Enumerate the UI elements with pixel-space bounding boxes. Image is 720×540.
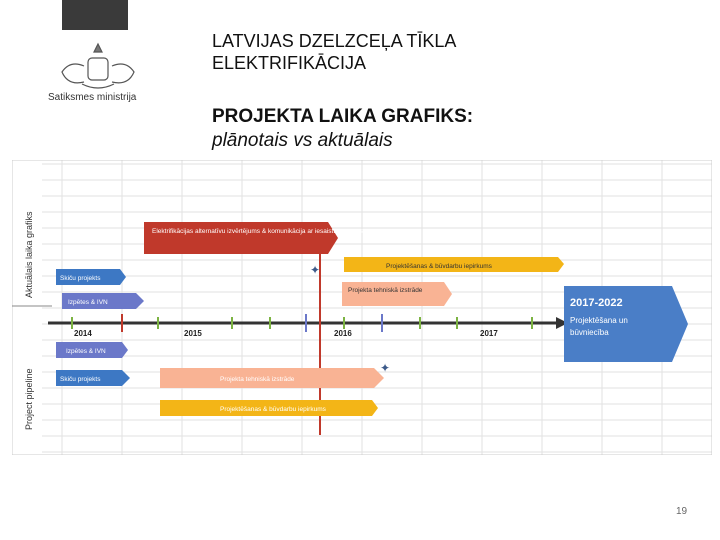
- section-label-bottom: Project pipeline: [24, 368, 34, 430]
- bar-skiu-top: [56, 269, 126, 285]
- bar-label-izpetes-bottom: Izpētes & IVN: [66, 348, 106, 355]
- subtitle-bold: PROJEKTA LAIKA GRAFIKS:: [212, 106, 474, 127]
- year-label-2017: 2017: [480, 329, 498, 338]
- bar-izpetes-bottom: [56, 342, 128, 358]
- section-label-top: Aktuālais laika grafiks: [24, 211, 34, 298]
- bar-label-skiu-bottom: Skiču projekts: [60, 376, 101, 383]
- milestone-marker-top: ✦: [310, 263, 321, 277]
- bar-label-skiu-top: Skiču projekts: [60, 275, 101, 282]
- year-label-2014: 2014: [74, 329, 92, 338]
- ministry-name: Satiksmes ministrija: [48, 92, 137, 103]
- timeline-diagram: [12, 160, 712, 455]
- subtitle-italic: plānotais vs aktuālais: [212, 130, 393, 151]
- bar-tehniskie-top: [342, 282, 452, 306]
- year-label-2015: 2015: [184, 329, 202, 338]
- bar-izpetes-top: [62, 293, 144, 309]
- final-phase-line1: Projektēšana un: [570, 316, 628, 325]
- bar-label-projektesana-bottom: Projektēšanas & būvdarbu iepirkums: [220, 406, 326, 413]
- bar-label-tehniskie-top: Projekta tehniskā izstrāde: [348, 287, 423, 294]
- final-phase-box: [564, 286, 688, 362]
- bar-projektesana-bottom: [160, 400, 378, 416]
- page-number: 19: [676, 506, 688, 517]
- final-phase-line2: būvniecība: [570, 328, 609, 337]
- bar-label-projekta-izstrade: Projekta tehniskā izstrāde: [220, 376, 295, 383]
- final-phase-years: 2017-2022: [570, 297, 623, 309]
- bar-skiu-bottom: [56, 370, 130, 386]
- bar-elektrifikacija: [144, 222, 372, 254]
- bar-label-izpetes-top: Izpētes & IVN: [68, 299, 108, 306]
- svg-text:Elektrifikācijas alternatīvu i: [152, 228, 372, 235]
- milestone-marker-bottom: ✦: [380, 361, 391, 375]
- bar-projektesana-top: [344, 257, 564, 272]
- bar-label-elektrifikacija: Elektrifikācijas alternatīvu izvērtējums & komunikācija ar iesaistītajām pusēm: [152, 228, 373, 235]
- header-band: [62, 0, 128, 30]
- slide-title: [212, 30, 456, 74]
- bar-projekta-izstrade: [160, 368, 384, 388]
- bar-label-projektesana-top: Projektēšanas & būvdarbu iepirkums: [386, 263, 492, 270]
- title-line-2: ELEKTRIFIKĀCIJA: [212, 53, 367, 73]
- year-label-2016: 2016: [334, 329, 352, 338]
- title-line-1: LATVIJAS DZELZCEĻA TĪKLA: [212, 31, 457, 51]
